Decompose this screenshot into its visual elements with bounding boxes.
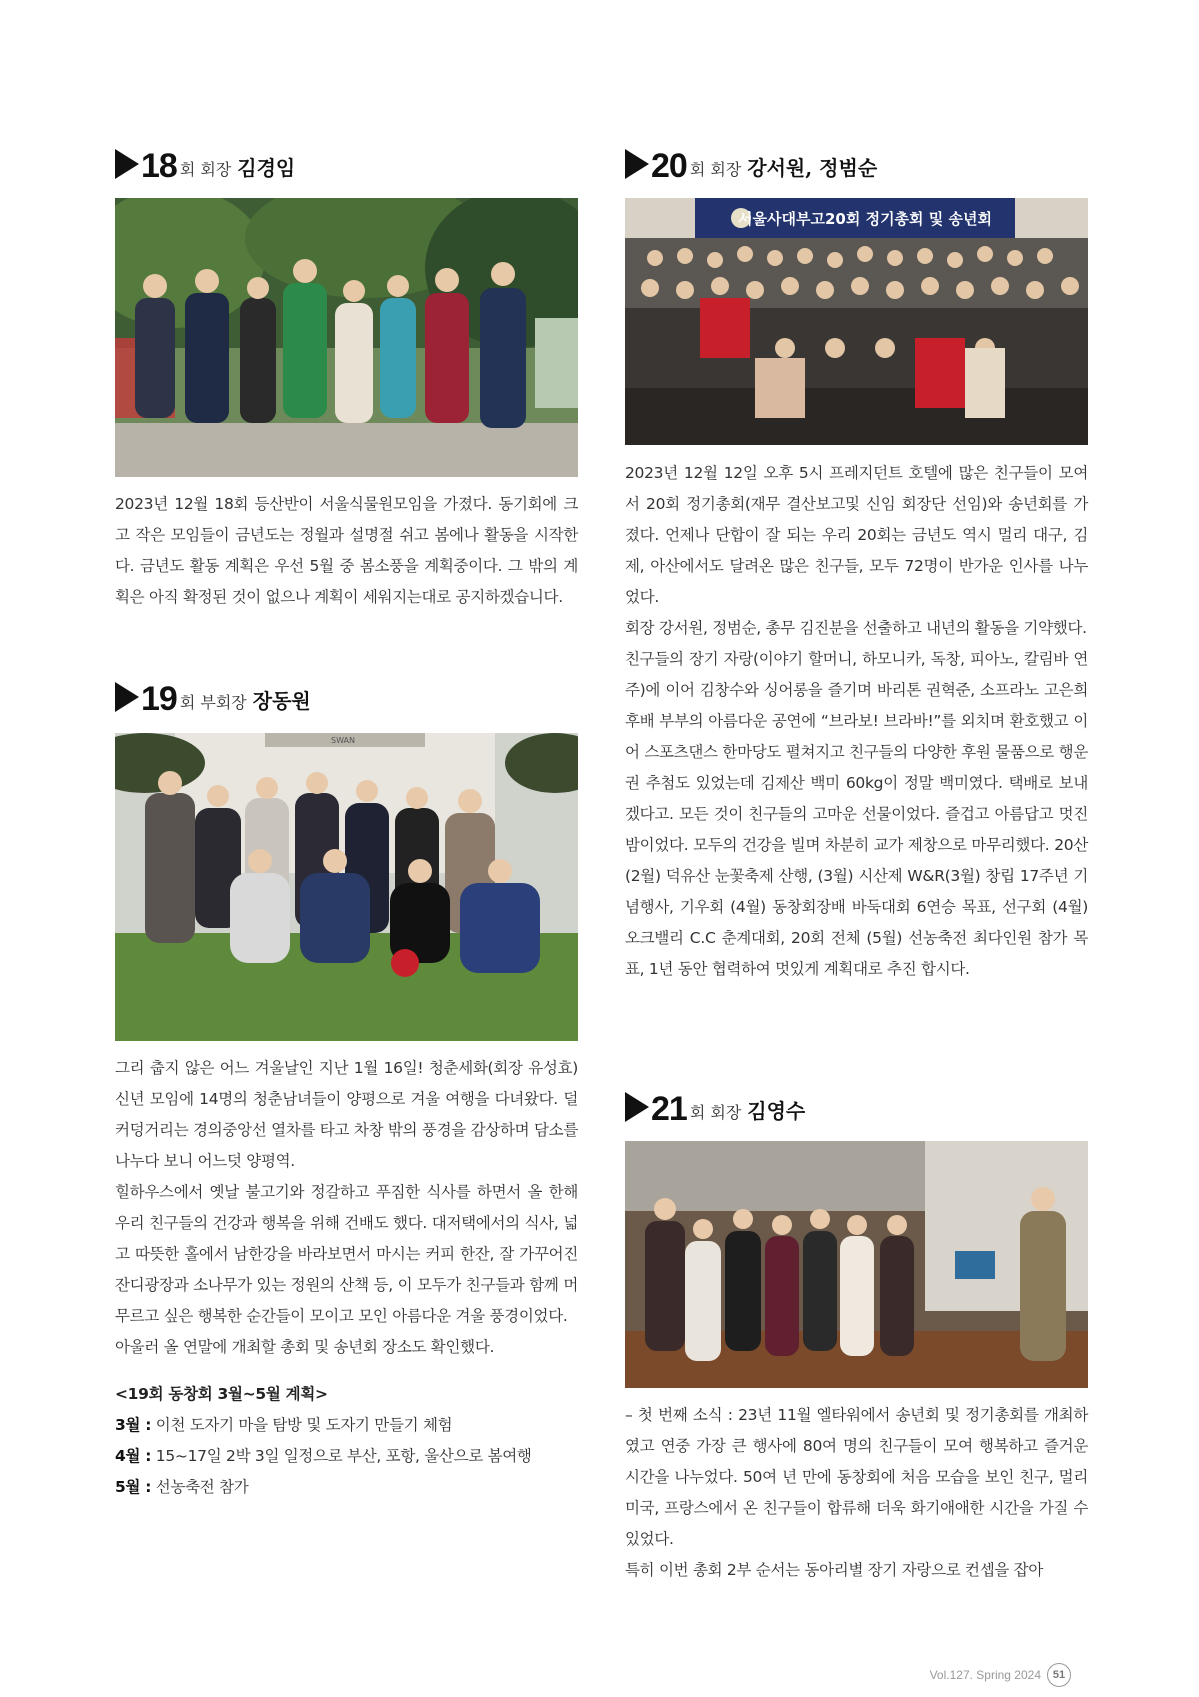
section-20-body	[625, 458, 1088, 985]
spacer	[115, 1363, 578, 1379]
class-number: 20	[651, 147, 687, 185]
paragraph: 2023년 12월 18회 등산반이 서울식물원모임을 가졌다. 동기회에 크고 작은 모임들이 금년도는 정월과 설명절 쉬고 봄에나 활동을 시작한다. 금년도 활동 계획은 우선 5월 중 봄소풍을 계획중이다. 그 밖의 계획은 아직 확정된 것이 없으나 계획이 세워지는대로 공지하겠습니다.	[115, 495, 578, 606]
plan-month: 3월 :	[115, 1416, 152, 1434]
section-19-heading	[115, 677, 311, 717]
person-name: 장동원	[252, 689, 311, 713]
class-number: 18	[141, 147, 177, 185]
plan-month: 4월 :	[115, 1447, 152, 1465]
plan-text: 선농축전 참가	[151, 1478, 249, 1496]
class-number: 19	[141, 680, 177, 718]
section-19-body	[115, 1053, 578, 1503]
person-name: 김영수	[747, 1099, 806, 1123]
paragraph: 그리 춥지 않은 어느 겨울날인 지난 1월 16일! 청춘세화(회장 유성효) 신년 모임에 14명의 청춘남녀들이 양평으로 겨울 여행을 다녀왔다. 덜커덩거리는 경의중앙선 열차를 타고 차창 밖의 풍경을 감상하며 담소를 나누다 보니 어느덧 양평역.	[115, 1059, 578, 1170]
role-label: 회 회장	[689, 1103, 742, 1122]
volume-label: Vol.127. Spring 2024	[929, 1668, 1041, 1682]
play-triangle-icon	[115, 149, 139, 179]
photo-hiking-group	[115, 198, 578, 477]
role-label: 회 회장	[179, 160, 232, 179]
person-name: 강서원, 정범순	[747, 156, 878, 180]
paragraph: 친구들의 장기 자랑(이야기 할머니, 하모니카, 독창, 피아노, 칼림바 연주)에 이어 김창수와 싱어롱을 즐기며 바리톤 권혁준, 소프라노 고은희 후배 부부의 아름다운 공연에 “브라보! 브라바!”를 외치며 환호했고 이어 스포츠댄스 한마당도 펼쳐지고 친구들의 다양한 후원 물품으로 행운권 추첨도 있었는데 김제산 백미 60kg이 정말 백미였다. 택배로 보내겠다고. 모든 것이 친구들의 고마운 선물이었다. 즐겁고 아름답고 멋진 밤이었다. 모두의 건강을 빌며 차분히 교가 제창으로 마무리했다. 20산 (2월) 덕유산 눈꽃축제 산행, (3월) 시산제 W&R(3월) 창립 17주년 기념행사, 기우회 (4월) 동창회장배 바둑대회 6연승 목표, 선구회 (4월) 오크밸리 C.C 춘계대회, 20회 전체 (5월) 선농축전 최다인원 참가 목표, 1년 동안 협력하여 멋있게 계획대로 추진 합시다.	[625, 650, 1088, 978]
page-number: 51	[1047, 1663, 1071, 1687]
section-21-heading	[625, 1087, 805, 1127]
plan-item	[115, 1410, 578, 1441]
paragraph: 회장 강서원, 정범순, 총무 김진분을 선출하고 내년의 활동을 기약했다.	[625, 619, 1087, 637]
photo-general-meeting-group	[625, 198, 1088, 445]
plan-item	[115, 1472, 578, 1503]
class-number: 21	[651, 1090, 687, 1128]
play-triangle-icon	[625, 149, 649, 179]
section-18-heading	[115, 144, 295, 184]
paragraph: 특히 이번 총회 2부 순서는 동아리별 장기 자랑으로 컨셉을 잡아	[625, 1561, 1044, 1579]
section-20-heading	[625, 144, 877, 184]
plan-text: 이천 도자기 마을 탐방 및 도자기 만들기 체험	[151, 1416, 453, 1434]
plan-month: 5월 :	[115, 1478, 152, 1496]
section-21-body	[625, 1400, 1088, 1586]
plan-text: 15~17일 2박 3일 일정으로 부산, 포항, 울산으로 봄여행	[151, 1447, 532, 1465]
play-triangle-icon	[625, 1092, 649, 1122]
paragraph: 힐하우스에서 옛날 불고기와 정갈하고 푸짐한 식사를 하면서 올 한해 우리 친구들의 건강과 행복을 위해 건배도 했다. 대저택에서의 식사, 넓고 따뜻한 홀에서 남한강을 바라보면서 마시는 커피 한잔, 잘 가꾸어진 잔디광장과 소나무가 있는 정원의 산책 등, 이 모두가 친구들과 함께 머무르고 싶은 행복한 순간들이 모이고 모인 아름다운 겨울 풍경이었다.	[115, 1183, 578, 1325]
paragraph: 아울러 올 연말에 개최할 총회 및 송년회 장소도 확인했다.	[115, 1338, 495, 1356]
plan-title: <19회 동창회 3월~5월 계획>	[115, 1385, 328, 1403]
role-label: 회 회장	[689, 160, 742, 179]
photo-winter-trip-group	[115, 733, 578, 1041]
section-18-body	[115, 489, 578, 613]
person-name: 김경임	[237, 156, 296, 180]
paragraph: – 첫 번째 소식 : 23년 11월 엘타워에서 송년회 및 정기총회를 개최하였고 연중 가장 큰 행사에 80여 명의 친구들이 모여 행복하고 즐거운 시간을 나누었다. 50여 년 만에 동창회에 처음 모습을 보인 친구, 멀리 미국, 프랑스에서 온 친구들이 합류해 더욱 화기애애한 시간을 가질 수 있었다.	[625, 1406, 1088, 1548]
play-triangle-icon	[115, 682, 139, 712]
role-label: 회 부회장	[179, 693, 247, 712]
building-sign-text: SWAN	[330, 736, 356, 745]
page-footer	[930, 1663, 1071, 1687]
plan-item	[115, 1441, 578, 1472]
paragraph: 2023년 12월 12일 오후 5시 프레지던트 호텔에 많은 친구들이 모여서 20회 정기총회(재무 결산보고및 신임 회장단 선임)와 송년회를 가졌다. 언제나 단합이 잘 되는 우리 20회는 금년도 역시 멀리 대구, 김제, 아산에서도 달려온 많은 친구들, 모두 72명이 반가운 인사를 나누었다.	[625, 464, 1088, 606]
banner-text: 서울사대부고20회 정기총회 및 송년회	[738, 210, 992, 228]
photo-choir-performance	[625, 1141, 1088, 1388]
